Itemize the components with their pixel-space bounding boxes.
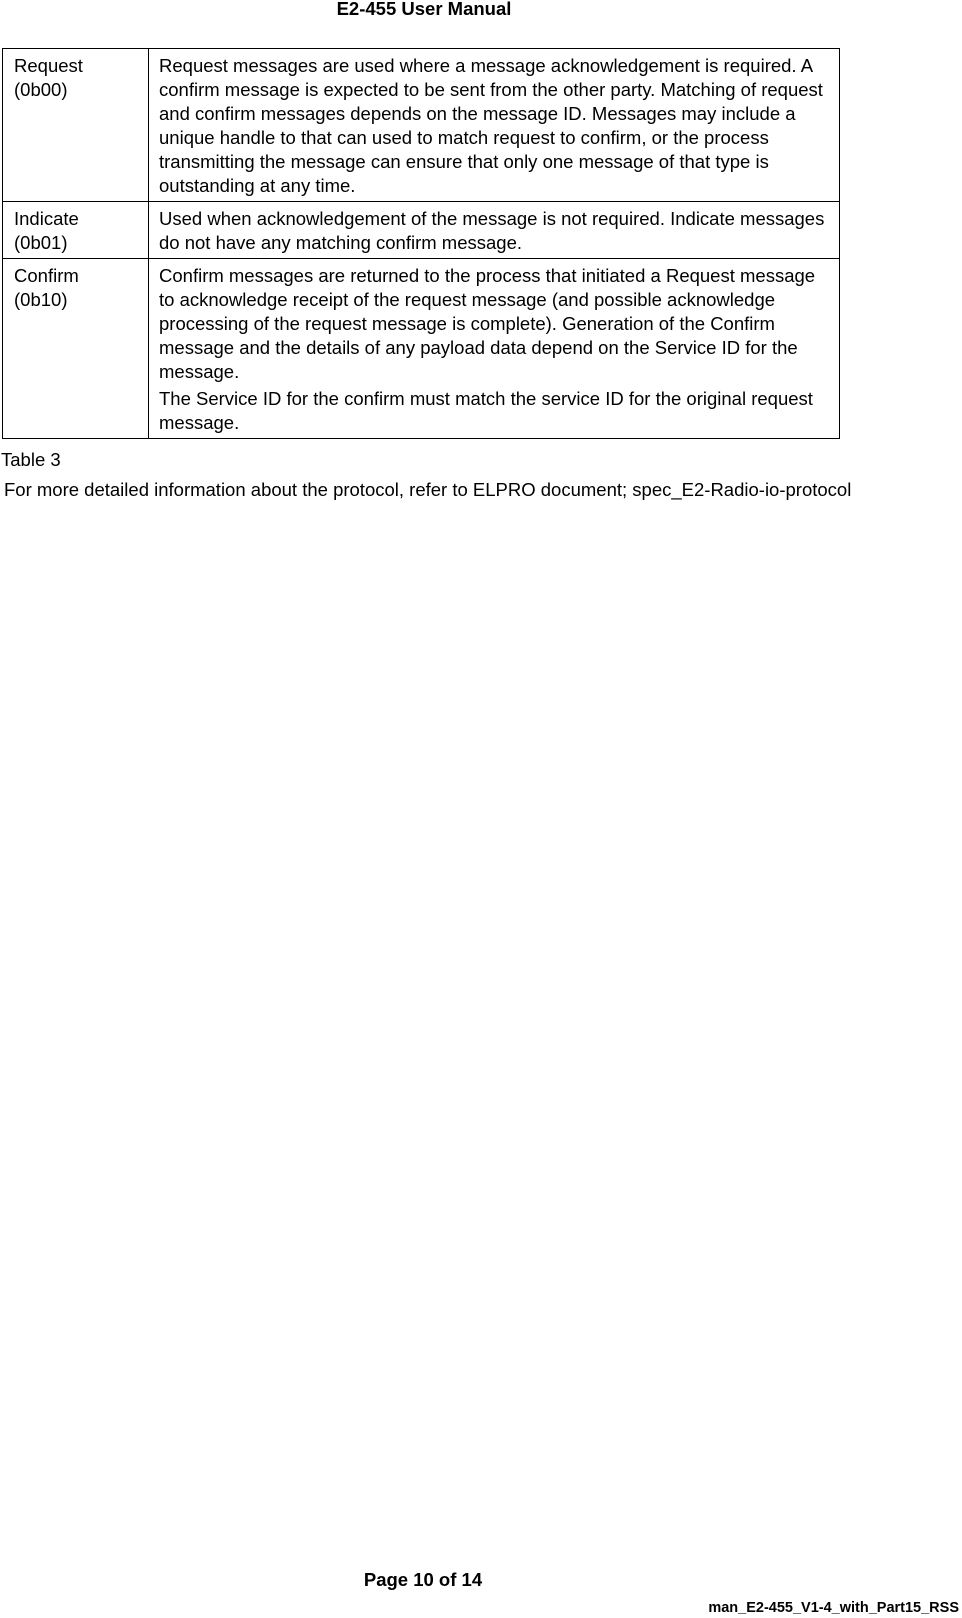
table-row-indicate <box>3 202 840 259</box>
table-row-confirm <box>3 259 840 439</box>
message-type-code: (0b00) <box>14 79 68 100</box>
message-type-table <box>2 48 840 439</box>
message-description-cell <box>149 259 840 439</box>
message-type-name: Indicate <box>14 208 79 229</box>
message-type-name: Confirm <box>14 265 79 286</box>
document-id: man_E2-455_V1-4_with_Part15_RSS <box>708 1600 959 1616</box>
message-type-cell <box>3 49 149 202</box>
message-type-cell <box>3 202 149 259</box>
message-description: Confirm messages are returned to the process that initiated a Request message to acknowledge receipt of the request message (and possible acknowledge processing of the request message is complete). Generation of the Confirm message and the details of any payload data depend on the Service ID for the message. <box>159 265 816 382</box>
message-description-cell <box>149 202 840 259</box>
message-description-cell <box>149 49 840 202</box>
page-header-title: E2-455 User Manual <box>336 0 512 19</box>
message-description-note: The Service ID for the confirm must match the service ID for the original request message. <box>159 388 813 433</box>
message-type-code: (0b10) <box>14 289 68 310</box>
page-number: Page 10 of 14 <box>363 1569 483 1590</box>
table-caption: Table 3 <box>1 449 61 470</box>
message-type-code: (0b01) <box>14 232 68 253</box>
reference-note: For more detailed information about the protocol, refer to ELPRO document; spec_E2-Radio-io-protocol <box>4 479 852 500</box>
message-description: Used when acknowledgement of the message is not required. Indicate messages do not have any matching confirm message. <box>159 208 825 253</box>
message-type-cell <box>3 259 149 439</box>
table-row-request <box>3 49 840 202</box>
message-description: Request messages are used where a message acknowledgement is required. A confirm message is expected to be sent from the other party. Matching of request and confirm messages depends on the message ID. Messages may include a unique handle to that can used to match request to confirm, or the process transmitting the message can ensure that only one message of that type is outstanding at any time. <box>159 55 823 196</box>
message-type-name: Request <box>14 55 83 76</box>
